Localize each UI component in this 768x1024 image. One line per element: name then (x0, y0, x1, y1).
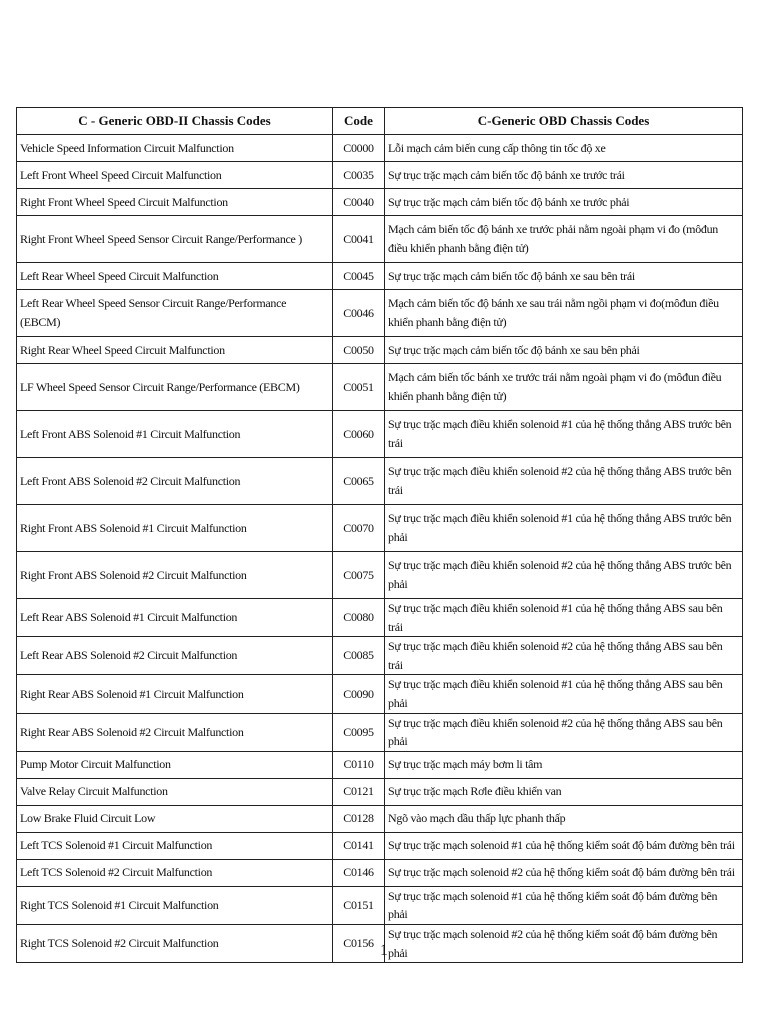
header-english-description: C - Generic OBD-II Chassis Codes (17, 108, 333, 135)
header-vietnamese-description: C-Generic OBD Chassis Codes (385, 108, 743, 135)
english-description-cell: Right Front Wheel Speed Sensor Circuit Range/Performance ) (17, 216, 333, 263)
vietnamese-description-cell: Sự trục trặc mạch điều khiển solenoid #2 của hệ thống thắng ABS trước bên trái (385, 458, 743, 505)
code-cell: C0146 (333, 859, 385, 886)
vietnamese-description-cell: Sự trục trặc mạch solenoid #2 của hệ thống kiểm soát độ bám đường bên phải (385, 924, 743, 962)
code-cell: C0060 (333, 411, 385, 458)
code-cell: C0035 (333, 162, 385, 189)
vietnamese-description-cell: Mạch cảm biến tốc bánh xe trước trái nằm ngoài phạm vi đo (môđun điều khiển phanh bằng điện tử) (385, 364, 743, 411)
vietnamese-description-cell: Sự trục trặc mạch solenoid #1 của hệ thống kiểm soát độ bám đường bên trái (385, 832, 743, 859)
table-row (17, 364, 743, 411)
table-row (17, 778, 743, 805)
table-row (17, 805, 743, 832)
table-row (17, 411, 743, 458)
table-row (17, 162, 743, 189)
english-description-cell: Right Front ABS Solenoid #2 Circuit Malfunction (17, 552, 333, 599)
table-header (17, 108, 743, 135)
english-description-cell: Left Front ABS Solenoid #2 Circuit Malfunction (17, 458, 333, 505)
vietnamese-description-cell: Sự trục trặc mạch điều khiển solenoid #2 của hệ thống thắng ABS trước bên phải (385, 552, 743, 599)
code-cell: C0046 (333, 290, 385, 337)
english-description-cell: Right TCS Solenoid #2 Circuit Malfunction (17, 924, 333, 962)
english-description-cell: Right Rear Wheel Speed Circuit Malfunction (17, 337, 333, 364)
table-row (17, 675, 743, 713)
english-description-cell: Vehicle Speed Information Circuit Malfunction (17, 135, 333, 162)
vietnamese-description-cell: Sự trục trặc mạch Rơle điều khiển van (385, 778, 743, 805)
code-cell: C0041 (333, 216, 385, 263)
table-row (17, 263, 743, 290)
table-row (17, 751, 743, 778)
vietnamese-description-cell: Sự trục trặc mạch cảm biến tốc độ bánh xe sau bên trái (385, 263, 743, 290)
english-description-cell: Left Rear Wheel Speed Circuit Malfunction (17, 263, 333, 290)
table-row (17, 505, 743, 552)
table-body (17, 135, 743, 963)
code-cell: C0128 (333, 805, 385, 832)
english-description-cell: LF Wheel Speed Sensor Circuit Range/Performance (EBCM) (17, 364, 333, 411)
vietnamese-description-cell: Lỗi mạch cảm biến cung cấp thông tin tốc độ xe (385, 135, 743, 162)
code-cell: C0090 (333, 675, 385, 713)
code-cell: C0095 (333, 713, 385, 751)
english-description-cell: Left TCS Solenoid #2 Circuit Malfunction (17, 859, 333, 886)
header-code: Code (333, 108, 385, 135)
table-row (17, 886, 743, 924)
vietnamese-description-cell: Sự trục trặc mạch cảm biến tốc độ bánh xe trước trái (385, 162, 743, 189)
vietnamese-description-cell: Sự trục trặc mạch máy bơm li tâm (385, 751, 743, 778)
header-row (17, 108, 743, 135)
code-cell: C0040 (333, 189, 385, 216)
code-cell: C0080 (333, 599, 385, 637)
vietnamese-description-cell: Sự trục trặc mạch solenoid #1 của hệ thống kiểm soát độ bám đường bên phải (385, 886, 743, 924)
english-description-cell: Right Rear ABS Solenoid #1 Circuit Malfunction (17, 675, 333, 713)
table-row (17, 337, 743, 364)
vietnamese-description-cell: Sự trục trặc mạch điều khiển solenoid #1 của hệ thống thắng ABS sau bên trái (385, 599, 743, 637)
code-cell: C0045 (333, 263, 385, 290)
code-cell: C0065 (333, 458, 385, 505)
chassis-codes-table (16, 107, 743, 963)
english-description-cell: Right Front ABS Solenoid #1 Circuit Malfunction (17, 505, 333, 552)
code-cell: C0000 (333, 135, 385, 162)
code-cell: C0075 (333, 552, 385, 599)
english-description-cell: Left Front Wheel Speed Circuit Malfunction (17, 162, 333, 189)
english-description-cell: Right Front Wheel Speed Circuit Malfunction (17, 189, 333, 216)
vietnamese-description-cell: Ngõ vào mạch dầu thấp lực phanh thấp (385, 805, 743, 832)
code-cell: C0070 (333, 505, 385, 552)
vietnamese-description-cell: Mạch cảm biến tốc độ bánh xe trước phải nằm ngoài phạm vi đo (môđun điều khiển phanh bằng điện tử) (385, 216, 743, 263)
vietnamese-description-cell: Sự trục trặc mạch điều khiển solenoid #2 của hệ thống thắng ABS sau bên phải (385, 713, 743, 751)
english-description-cell: Low Brake Fluid Circuit Low (17, 805, 333, 832)
table-row (17, 290, 743, 337)
english-description-cell: Left Rear ABS Solenoid #1 Circuit Malfunction (17, 599, 333, 637)
english-description-cell: Pump Motor Circuit Malfunction (17, 751, 333, 778)
english-description-cell: Left Front ABS Solenoid #1 Circuit Malfunction (17, 411, 333, 458)
english-description-cell: Valve Relay Circuit Malfunction (17, 778, 333, 805)
code-cell: C0110 (333, 751, 385, 778)
vietnamese-description-cell: Sự trục trặc mạch solenoid #2 của hệ thống kiểm soát độ bám đường bên trái (385, 859, 743, 886)
table-row (17, 599, 743, 637)
vietnamese-description-cell: Mạch cảm biến tốc độ bánh xe sau trái nằm ngồi phạm vi đo(môđun điều khiển phanh bằng điện tử) (385, 290, 743, 337)
vietnamese-description-cell: Sự trục trặc mạch điều khiển solenoid #1 của hệ thống thắng ABS trước bên phải (385, 505, 743, 552)
vietnamese-description-cell: Sự trục trặc mạch cảm biến tốc độ bánh xe trước phải (385, 189, 743, 216)
table-row (17, 832, 743, 859)
table-row (17, 458, 743, 505)
english-description-cell: Left Rear Wheel Speed Sensor Circuit Range/Performance (EBCM) (17, 290, 333, 337)
vietnamese-description-cell: Sự trục trặc mạch điều khiển solenoid #1 của hệ thống thắng ABS trước bên trái (385, 411, 743, 458)
table-row (17, 713, 743, 751)
code-cell: C0121 (333, 778, 385, 805)
table-row (17, 859, 743, 886)
code-cell: C0151 (333, 886, 385, 924)
code-cell: C0085 (333, 637, 385, 675)
page-number: 1 (380, 942, 388, 959)
code-cell: C0141 (333, 832, 385, 859)
table-row (17, 189, 743, 216)
table-row (17, 216, 743, 263)
english-description-cell: Right TCS Solenoid #1 Circuit Malfunction (17, 886, 333, 924)
vietnamese-description-cell: Sự trục trặc mạch cảm biến tốc độ bánh xe sau bên phải (385, 337, 743, 364)
english-description-cell: Left TCS Solenoid #1 Circuit Malfunction (17, 832, 333, 859)
code-cell: C0050 (333, 337, 385, 364)
english-description-cell: Left Rear ABS Solenoid #2 Circuit Malfunction (17, 637, 333, 675)
code-cell: C0156 (333, 924, 385, 962)
code-cell: C0051 (333, 364, 385, 411)
table-row (17, 552, 743, 599)
vietnamese-description-cell: Sự trục trặc mạch điều khiển solenoid #1 của hệ thống thắng ABS sau bên phải (385, 675, 743, 713)
vietnamese-description-cell: Sự trục trặc mạch điều khiển solenoid #2 của hệ thống thắng ABS sau bên trái (385, 637, 743, 675)
english-description-cell: Right Rear ABS Solenoid #2 Circuit Malfunction (17, 713, 333, 751)
table-row (17, 135, 743, 162)
table-row (17, 637, 743, 675)
